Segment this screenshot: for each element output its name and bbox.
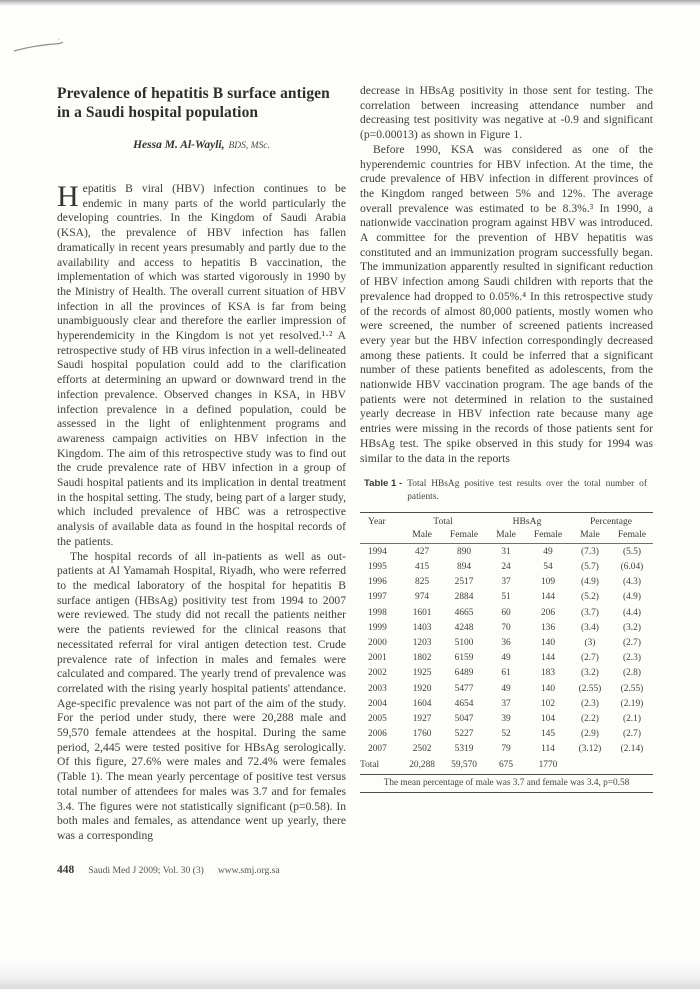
year-cell: 1997 — [368, 592, 387, 603]
table-row — [360, 696, 653, 711]
value-cell: (5.7) — [580, 562, 599, 573]
value-cell: 52 — [501, 729, 511, 740]
col-header-total: Total — [433, 516, 453, 528]
value-cell: 31 — [501, 546, 511, 557]
value-cell: 894 — [457, 562, 472, 573]
value-cell: 51 — [501, 592, 511, 603]
value-cell: (5.5) — [622, 546, 641, 557]
value-cell: 427 — [415, 546, 430, 557]
value-cell: (2.1) — [622, 713, 641, 724]
value-cell: (2.55) — [620, 683, 644, 694]
value-cell: (3.12) — [578, 744, 602, 755]
author-credentials: BDS, MSc. — [228, 141, 270, 151]
value-cell: 104 — [540, 713, 556, 724]
year-cell: 1995 — [368, 562, 387, 573]
value-cell: 974 — [415, 592, 430, 603]
table-row — [360, 620, 653, 635]
value-cell: 140 — [540, 638, 556, 648]
value-cell: 4665 — [454, 607, 474, 618]
year-cell: 1999 — [368, 622, 387, 633]
value-cell: 102 — [540, 698, 556, 709]
value-cell: 1403 — [412, 622, 432, 633]
year-cell: 2005 — [368, 713, 387, 724]
value-cell: 4654 — [454, 698, 474, 709]
value-cell: (3.4) — [580, 622, 599, 633]
value-cell: 5047 — [454, 713, 474, 724]
table-row — [360, 742, 653, 757]
value-cell: 60 — [501, 607, 511, 618]
value-cell: 1770 — [538, 759, 558, 770]
value-cell: (4.4) — [622, 607, 641, 618]
table-group-header-row — [360, 513, 653, 529]
value-cell: (2.9) — [580, 729, 599, 740]
value-cell: 6159 — [454, 653, 474, 664]
col-header-percentage: Percentage — [589, 516, 633, 528]
article-title: Prevalence of hepatitis B surface antigen in a Saudi hospital population — [57, 85, 330, 121]
table-caption-text: Total HBsAg positive test results over the total number of patients. — [407, 479, 647, 502]
value-cell: 145 — [540, 729, 556, 740]
table-subheader-row — [360, 528, 653, 544]
year-cell: Total — [360, 759, 380, 770]
value-cell: (4.9) — [622, 592, 641, 603]
subheader-total-male: Male — [401, 528, 443, 544]
col-header-hbsag: HBsAg — [512, 516, 542, 528]
subheader-hbsag-male: Male — [485, 528, 527, 544]
value-cell: (2.55) — [578, 683, 602, 694]
year-cell: 1994 — [368, 546, 387, 557]
value-cell: (2.2) — [580, 713, 599, 724]
table-row — [360, 711, 653, 726]
value-cell: 2502 — [412, 744, 432, 755]
right-column — [360, 84, 653, 844]
table-footnote: The mean percentage of male was 3.7 and female was 3.4, p=0.58 — [360, 775, 653, 794]
value-cell: 1920 — [412, 683, 432, 694]
value-cell: 183 — [540, 668, 556, 679]
table-row — [360, 575, 653, 590]
year-cell: 2000 — [368, 638, 387, 648]
value-cell: 79 — [501, 744, 511, 755]
value-cell: 206 — [540, 607, 556, 618]
value-cell: (2.3) — [622, 653, 641, 664]
page-number: 448 — [57, 864, 75, 876]
value-cell: 1927 — [412, 713, 432, 724]
table-label: Table 1 - — [364, 478, 403, 490]
value-cell: 37 — [501, 698, 511, 709]
table-header — [360, 513, 653, 544]
subheader-hbsag-female: Female — [527, 528, 569, 544]
value-cell: 1760 — [412, 729, 432, 740]
value-cell: (3.7) — [580, 607, 599, 618]
value-cell: 24 — [501, 562, 511, 573]
intro-paragraph — [57, 182, 346, 550]
year-cell: 2003 — [368, 683, 387, 694]
table-row — [360, 635, 653, 650]
value-cell: 1601 — [412, 607, 432, 618]
value-cell: 144 — [540, 592, 556, 603]
value-cell: 54 — [543, 562, 553, 573]
page-footer — [57, 864, 280, 876]
table-total-row — [360, 757, 653, 775]
left-column — [57, 84, 346, 844]
value-cell: 109 — [540, 577, 556, 588]
value-cell: 1802 — [412, 653, 432, 664]
year-cell: 1996 — [368, 577, 387, 588]
col-header-year: Year — [368, 516, 386, 528]
value-cell: 39 — [501, 713, 511, 724]
value-cell: (7.3) — [580, 546, 599, 557]
table-row — [360, 590, 653, 605]
year-cell: 1998 — [368, 607, 387, 618]
year-cell: 2002 — [368, 668, 387, 679]
two-column-layout — [57, 84, 653, 844]
value-cell: (3.2) — [622, 622, 641, 633]
value-cell — [569, 757, 611, 775]
drop-cap: H — [57, 180, 79, 213]
value-cell: 675 — [498, 759, 514, 770]
value-cell: 5100 — [454, 638, 474, 648]
table-body — [360, 544, 653, 775]
results-paragraph: decrease in HBsAg positivity in those sent for testing. The correlation between increasing attendance number and decreasing test positivity was negative at -0.9 and significant (p=0.00013) as shown in Figure 1. — [360, 84, 653, 142]
value-cell: 2884 — [454, 592, 474, 603]
value-cell: (2.7) — [622, 638, 641, 648]
table-row — [360, 727, 653, 742]
table-caption — [360, 478, 653, 503]
value-cell: (2.7) — [622, 729, 641, 740]
value-cell: (4.3) — [622, 577, 641, 588]
year-cell: 2001 — [368, 653, 387, 664]
value-cell: 49 — [543, 546, 553, 557]
subheader-empty — [360, 528, 401, 544]
methods-paragraph: The hospital records of all in-patients as well as out-patients at Al Yamamah Hospital, Riyadh, who were referred to the medical laboratory of the hospital for hepatitis B surface antigen (HBsAg) positivity test from 1994 to 2007 were reviewed. The study did not recall the patients neither were the patients reviewed for the clinical reasons that necessitated referral for viral antigen detection test. Crude prevalence rate of infection in males and females were calculated and compared. The yearly trend of prevalence was correlated with the rising yearly hospital patients' attendance. Age-specific prevalence was not part of the aim of the study. For the period under study, there were 20,288 male and 59,570 female attendees at the hospital. During the same period, 2,445 were tested positive for HBsAg serologically. Of this figure, 27.6% were males and 72.4% were females (Table 1). The mean yearly percentage of positive test versus total number of attendees for males was 3.7 and for females 3.4. The figures were not statistically significant (p=0.58). In both males and females, as attendance went up yearly, there was a corresponding — [57, 549, 346, 842]
value-cell: 5319 — [454, 744, 474, 755]
value-cell: 70 — [501, 622, 511, 633]
value-cell: 1203 — [412, 638, 432, 648]
table-row — [360, 651, 653, 666]
value-cell: 5477 — [454, 683, 474, 694]
results-table — [360, 512, 653, 775]
journal-citation: Saudi Med J 2009; Vol. 30 (3) — [88, 865, 204, 876]
value-cell: 140 — [540, 683, 556, 694]
table-row — [360, 544, 653, 560]
author-line — [57, 135, 346, 153]
value-cell: 20,288 — [409, 759, 435, 770]
value-cell: 1604 — [412, 698, 432, 709]
discussion-paragraph: Before 1990, KSA was considered as one of the hyperendemic countries for HBV infection. At the time, the crude prevalence of HBV infection in different provinces of the Kingdom ranged between 5% and 12%. The average overall prevalence was estimated to be 8.3%.³ In 1990, a nationwide vaccination program against HBV was introduced. A committee for the prevention of HBV hepatitis was constituted and an immunization program successfully began. The immunization apparently resulted in significant reduction of HBV infection among Saudi children with reports that the prevalence had dropped to 0.05%.⁴ In this retrospective study of the records of almost 80,000 patients, mostly women who were screened, the number of screened patients increased every year but the HBV infection correspondingly decreased among these patients. It could be inferred that a significant number of these patients benefited as adolescents, from the nationwide HBV vaccination program. The age bands of the patients were not determined in relation to the sustained yearly decrease in HBV infection rate because many age entries were missing in the records of those patients sent for HBsAg test. The spike observed in this study for 1994 was similar to the data in the reports — [360, 142, 653, 465]
value-cell: (2.19) — [620, 698, 644, 709]
year-cell: 2006 — [368, 729, 387, 740]
value-cell: 59,570 — [451, 759, 477, 770]
value-cell: 2517 — [454, 577, 474, 588]
value-cell: (5.2) — [580, 592, 599, 603]
value-cell: 4248 — [454, 622, 474, 633]
table-row — [360, 681, 653, 696]
year-cell: 2004 — [368, 698, 387, 709]
value-cell: (2.14) — [620, 744, 644, 755]
pen-mark-artifact — [8, 36, 72, 58]
intro-paragraph-text: epatitis B viral (HBV) infection continues to be endemic in many parts of the world particularly the developing countries. In the Kingdom of Saudi Arabia (KSA), the prevalence of HBV infection has fallen dramatically in recent years presumably and partly due to the availability and access to hepatitis B vaccination, the implementation of which was started vigorously in 1990 by the Ministry of Health. The overall current situation of HBV infection in all the provinces of KSA is far from being unambiguously clear and therefore the earlier impression of hyperendemicity in the Kingdom is not yet resolved.¹·² A retrospective study of HB virus infection in a well-delineated Saudi hospital population could add to the clarification efforts at determining an upward or downward trend in the infection prevalence. Observed changes in KSA, in HBV infection prevalence in a defined population, could be assessed in the light of enlightenment programs and awareness campaign activities on HBV infection in the Kingdom. The aim of this retrospective study was to find out the crude prevalence rate of HBV infection in a group of Saudi hospital patients and its implication in dental treatment in the hospital setting. The study, being part of a larger study, which included prevalence of HBC was a retrospective analysis of available data as found in the hospital records of the patients. — [57, 182, 346, 548]
value-cell: (3.2) — [580, 668, 599, 679]
value-cell: 144 — [540, 653, 556, 664]
value-cell: (4.9) — [580, 577, 599, 588]
year-cell: 2007 — [368, 744, 387, 755]
subheader-total-female: Female — [443, 528, 485, 544]
value-cell — [611, 757, 653, 775]
value-cell: 61 — [501, 668, 511, 679]
value-cell: 825 — [415, 577, 430, 588]
value-cell: (6.04) — [620, 562, 644, 573]
value-cell: 890 — [457, 546, 472, 557]
table-row — [360, 666, 653, 681]
scan-edge-bottom-artifact — [0, 961, 700, 989]
subheader-pct-male: Male — [569, 528, 611, 544]
author-name: Hessa M. Al-Wayli, — [133, 139, 225, 151]
value-cell: 415 — [415, 562, 430, 573]
value-cell: 49 — [501, 683, 511, 694]
value-cell: 136 — [540, 622, 556, 633]
value-cell: 36 — [501, 638, 511, 648]
value-cell: 5227 — [454, 729, 474, 740]
value-cell: (2.3) — [580, 698, 599, 709]
journal-url: www.smj.org.sa — [217, 865, 280, 876]
table-row — [360, 559, 653, 574]
subheader-pct-female: Female — [611, 528, 653, 544]
value-cell: 114 — [541, 744, 555, 755]
value-cell: 1925 — [412, 668, 432, 679]
value-cell: (2.8) — [622, 668, 641, 679]
value-cell: 6489 — [454, 668, 474, 679]
table-row — [360, 605, 653, 620]
value-cell: (2.7) — [580, 653, 599, 664]
value-cell: 49 — [501, 653, 511, 664]
value-cell: (3) — [584, 638, 596, 648]
scan-edge-top-artifact — [0, 0, 700, 6]
value-cell: 37 — [501, 577, 511, 588]
